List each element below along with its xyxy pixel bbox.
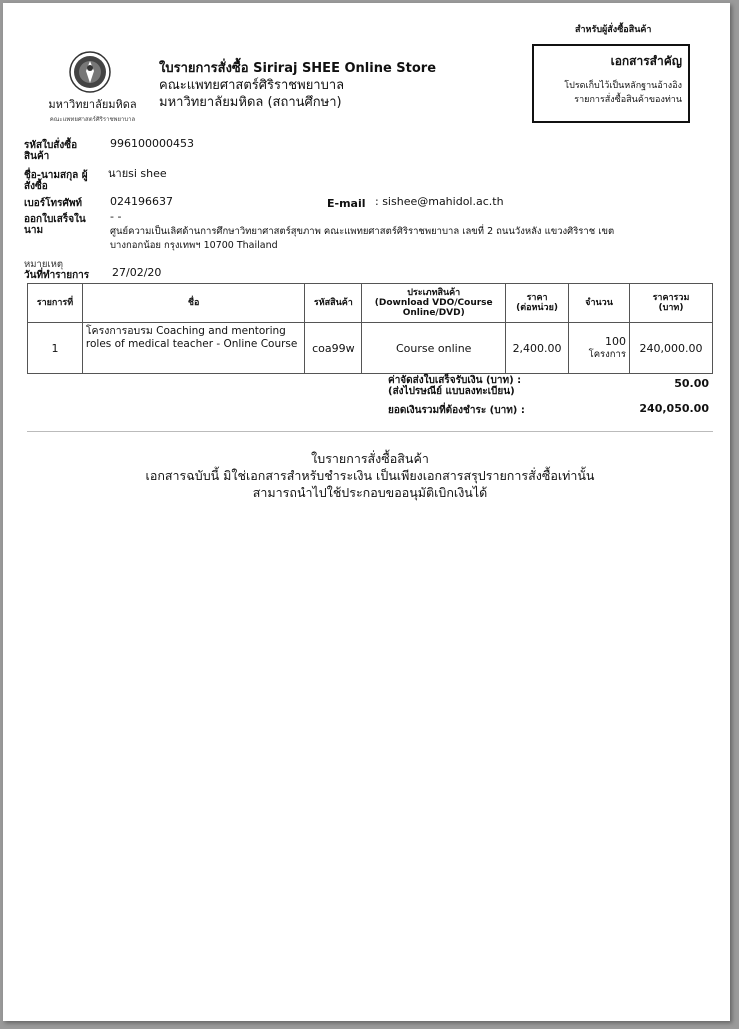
col-header-type-1: ประเภทสินค้า [407,288,461,298]
buyer-name: นายsi shee [108,167,167,180]
col-header-type-2: (Download VDO/Course [374,298,493,308]
col-header-price [506,284,569,323]
order-items-table [27,283,713,374]
footer-note [27,450,713,501]
title-line-1: ใบรายการสั่งซื้อ Siriraj SHEE Online Store [159,61,437,76]
cell-price: 2,400.00 [506,323,569,374]
footer-line-1: ใบรายการสั่งซื้อสินค้า [311,451,429,466]
receipt-dash: - - [110,210,122,223]
phone-number: 024196637 [110,195,173,208]
receipt-name-label-1: ออกใบเสร็จใน [24,214,86,225]
footer-line-2: เอกสารฉบับนี้ มิใช่เอกสารสำหรับชำระเงิน เป็นเพียงเอกสารสรุปรายการสั่งซื้อเท่านั้น [145,468,595,483]
notice-text [538,79,682,107]
shipping-label-1: ค่าจัดส่งใบเสร็จรับเงิน (บาท) : [388,375,522,386]
col-header-type-3: Online/DVD) [402,308,465,318]
notice-line-2: รายการสั่งซื้อสินค้าของท่าน [574,95,682,105]
email-label: E-mail [327,197,366,210]
receipt-address-line-2: บางกอกน้อย กรุงเทพฯ 10700 Thailand [110,240,278,251]
table-header-row [28,284,713,323]
cell-type: Course online [362,323,506,374]
shipping-amount: 50.00 [674,377,709,390]
receipt-address [110,225,715,253]
shipping-label [388,375,521,397]
shipping-label-2: (ส่งไปรษณีย์ แบบลงทะเบียน) [388,386,515,397]
cell-qty-unit: โครงการ [588,349,626,360]
document-page [3,3,730,1021]
cell-total: 240,000.00 [629,323,712,374]
notice-line-1: โปรดเก็บไว้เป็นหลักฐานอ้างอิง [564,81,682,91]
important-notice-box [532,44,690,123]
table-row [28,323,713,374]
notice-title: เอกสารสำคัญ [610,54,682,68]
col-header-price-2: (ต่อหน่วย) [516,303,558,313]
cell-name: โครงการอบรม Coaching and mentoring roles of medical teacher - Online Course [82,323,304,374]
buyer-name-label [24,170,88,192]
logo-caption [35,95,150,124]
transaction-date: 27/02/20 [112,266,162,279]
title-line-2: คณะแพทยศาสตร์ศิริราชพยาบาล [159,78,345,93]
university-seal-icon [69,51,111,93]
receipt-name-label [24,214,86,236]
col-header-total [629,284,712,323]
email-value: : sishee@mahidol.ac.th [375,195,504,208]
order-number: 996100000453 [110,137,194,150]
phone-label: เบอร์โทรศัพท์ [24,198,83,209]
cell-qty-value: 100 [604,335,626,348]
footer-line-3: สามารถนำไปใช้ประกอบขออนุมัติเบิกเงินได้ [252,485,488,500]
logo-subname: คณะแพทยศาสตร์ศิริราชพยาบาล [49,116,136,123]
cell-code: coa99w [305,323,362,374]
col-header-qty: จำนวน [569,284,630,323]
grand-total-label: ยอดเงินรวมที่ต้องชำระ (บาท) : [388,405,525,416]
order-number-label-1: รหัสใบสั่งซื้อ [24,140,78,151]
col-header-code: รหัสสินค้า [305,284,362,323]
divider [27,431,713,432]
col-header-no: รายการที่ [28,284,83,323]
col-header-name: ชื่อ [82,284,304,323]
order-number-label-2: สินค้า [24,151,50,162]
order-number-label [24,140,77,162]
transaction-date-label: วันที่ทำรายการ [24,270,90,281]
logo-name: มหาวิทยาลัยมหิดล [48,98,137,111]
buyer-name-label-1: ชื่อ-นามสกุล ผู้ [24,170,88,181]
cell-qty [569,323,630,374]
col-header-type [362,284,506,323]
grand-total-amount: 240,050.00 [639,402,709,415]
col-header-total-2: (บาท) [658,303,684,313]
title-line-3: มหาวิทยาลัยมหิดล (สถานศึกษา) [159,95,342,110]
for-buyer-label: สำหรับผู้สั่งซื้อสินค้า [575,25,652,35]
receipt-name-label-2: นาม [24,225,44,236]
col-header-total-1: ราคารวม [652,293,690,303]
cell-no: 1 [28,323,83,374]
remark-label: หมายเหตุ [24,259,64,270]
document-title [159,60,436,111]
receipt-address-line-1: ศูนย์ความเป็นเลิศด้านการศึกษาวิทยาศาสตร์สุขภาพ คณะแพทยศาสตร์ศิริราชพยาบาล เลขที่ 2 ถนนวังหลัง แขวงศิริราช เขต [110,226,615,237]
col-header-price-1: ราคา [526,293,548,303]
buyer-name-label-2: สั่งซื้อ [24,181,48,192]
